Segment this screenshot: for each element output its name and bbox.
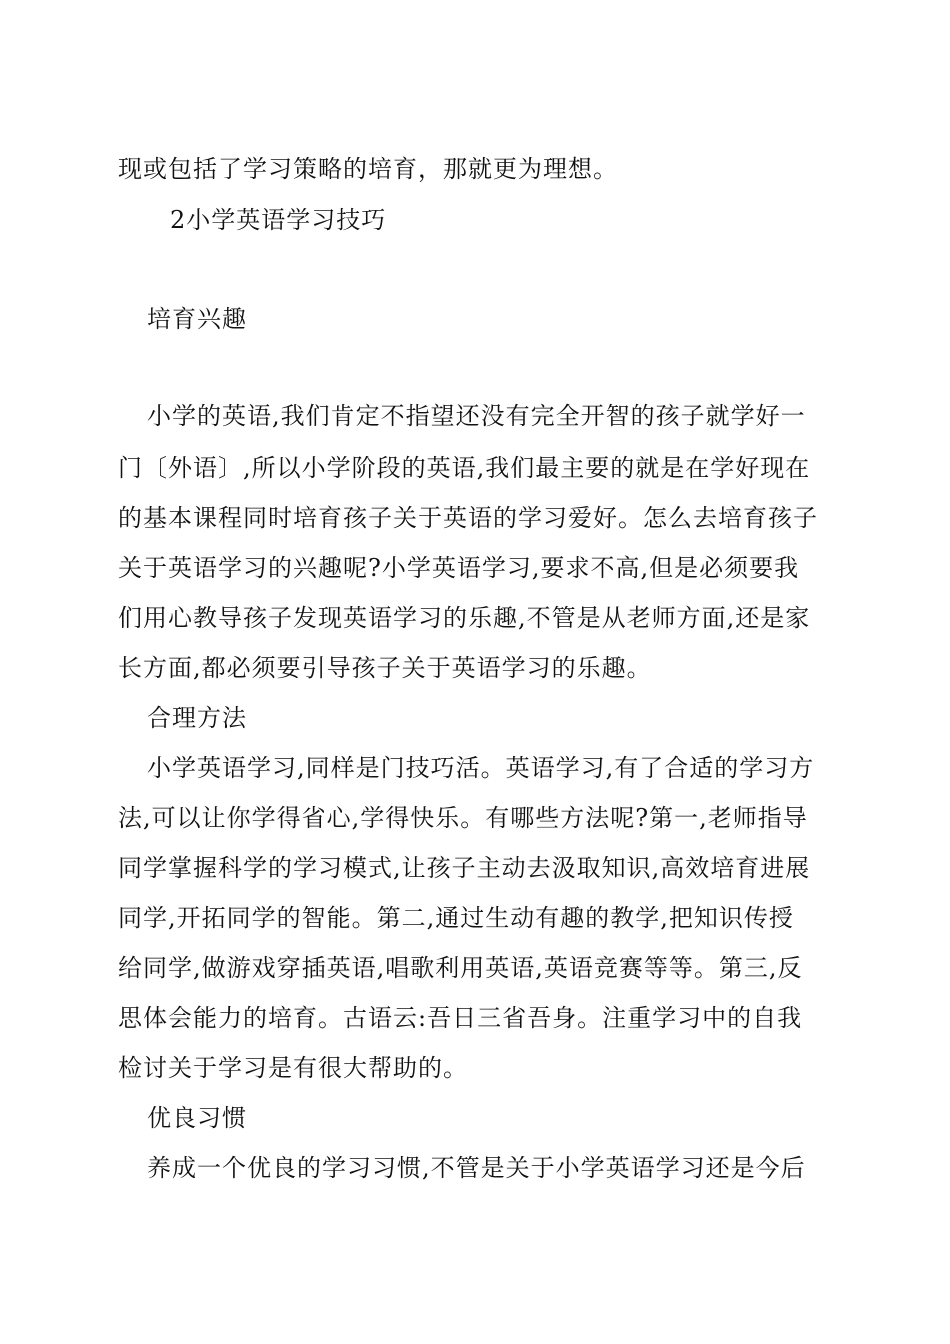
paragraph-line: 同学掌握科学的学习模式,让孩子主动去汲取知识,高效培育进展 [118,854,811,882]
paragraph-line: 小学英语学习,同样是门技巧活。英语学习,有了合适的学习方 [147,754,815,782]
heading-cultivate-interest: 培育兴趣 [147,305,247,333]
paragraph-line: 思体会能力的培育。古语云:吾日三省吾身。注重学习中的自我 [118,1004,803,1032]
heading-good-habits: 优良习惯 [147,1104,247,1132]
paragraph-line: 的基本课程同时培育孩子关于英语的学习爱好。怎么去培育孩子 [118,504,818,532]
paragraph-line: 养成一个优良的学习习惯,不管是关于小学英语学习还是今后 [147,1154,806,1182]
section-title: 2小学英语学习技巧 [170,206,387,234]
intro-tail-text: 现或包括了学习策略的培育，那就更为理想。 [118,155,618,183]
heading-reasonable-method: 合理方法 [147,704,247,732]
paragraph-line: 同学,开拓同学的智能。第二,通过生动有趣的教学,把知识传授 [118,904,794,932]
paragraph-line: 给同学,做游戏穿插英语,唱歌利用英语,英语竞赛等等。第三,反 [118,954,803,982]
paragraph-line: 小学的英语,我们肯定不指望还没有完全开智的孩子就学好一 [147,402,806,430]
paragraph-line: 门〔外语〕,所以小学阶段的英语,我们最主要的就是在学好现在 [118,454,811,482]
paragraph-line: 法,可以让你学得省心,学得快乐。有哪些方法呢?第一,老师指导 [118,804,808,832]
paragraph-line: 检讨关于学习是有很大帮助的。 [118,1054,468,1082]
paragraph-line: 关于英语学习的兴趣呢?小学英语学习,要求不高,但是必须要我 [118,554,800,582]
paragraph-line: 们用心教导孩子发现英语学习的乐趣,不管是从老师方面,还是家 [118,604,811,632]
paragraph-line: 长方面,都必须要引导孩子关于英语学习的乐趣。 [118,654,652,682]
